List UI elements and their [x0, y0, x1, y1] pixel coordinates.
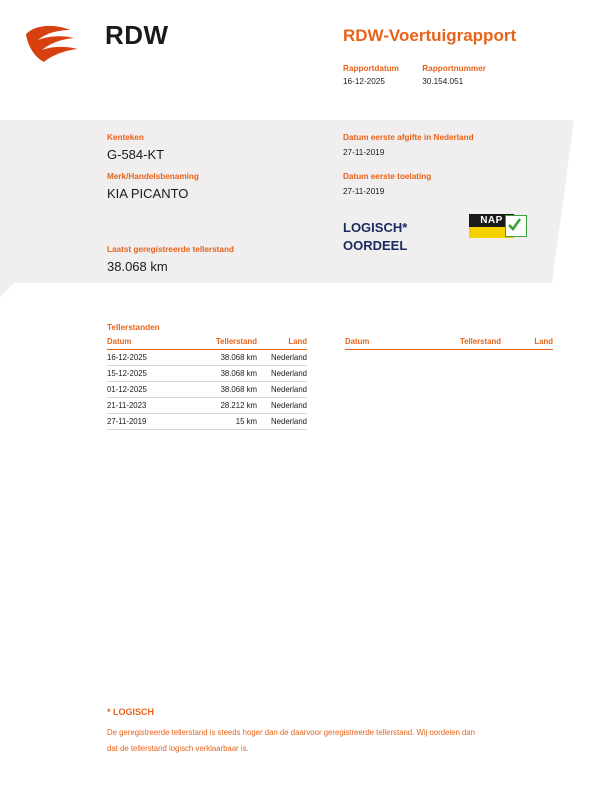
- table-body-left: [107, 350, 307, 430]
- meta-rapportdatum-label: Rapportdatum: [343, 64, 399, 73]
- cell-land: Nederland: [257, 398, 307, 414]
- eerste-afgifte-label: Datum eerste afgifte in Nederland: [343, 133, 474, 142]
- verdict-line-2: OORDEEL: [343, 238, 408, 253]
- kenteken-value: G-584-KT: [107, 147, 165, 162]
- panel-bottom-corner: [0, 283, 14, 297]
- verdict-text: [343, 219, 407, 255]
- table-row: [107, 398, 307, 414]
- cell-land: Nederland: [257, 414, 307, 430]
- vehicle-summary-panel: [0, 120, 552, 283]
- footnote-title: * LOGISCH: [107, 707, 155, 717]
- tellerstanden-title: Tellerstanden: [107, 323, 160, 332]
- table-row: [107, 350, 307, 366]
- merk-label: Merk/Handelsbenaming: [107, 172, 199, 181]
- laatste-tellerstand-label: Laatst geregistreerde tellerstand: [107, 245, 234, 254]
- green-check-icon: [505, 215, 527, 237]
- nap-badge-text: NAP: [469, 214, 514, 227]
- cell-tellerstand: 38.068 km: [179, 382, 257, 398]
- table-header-row: [107, 337, 307, 350]
- cell-tellerstand: 38.068 km: [179, 350, 257, 366]
- table-row: [107, 414, 307, 430]
- meta-rapportdatum-value: 16-12-2025: [343, 77, 385, 86]
- report-header: [0, 0, 612, 120]
- table-row: [107, 382, 307, 398]
- panel-right-notch: [552, 120, 574, 283]
- cell-tellerstand: 28.212 km: [179, 398, 257, 414]
- footnote-body: [107, 725, 527, 757]
- cell-datum: 01-12-2025: [107, 382, 179, 398]
- report-meta: [343, 64, 593, 86]
- table-header-row: [345, 337, 553, 350]
- kenteken-label: Kenteken: [107, 133, 144, 142]
- tellerstanden-table-left: [107, 337, 307, 430]
- nap-badge: [469, 214, 526, 238]
- cell-datum: 21-11-2023: [107, 398, 179, 414]
- meta-rapportnummer-label: Rapportnummer: [422, 64, 486, 73]
- footnote-line-2: dat de tellerstand logisch verklaarbaar is.: [107, 744, 249, 753]
- column-header-datum: Datum: [107, 337, 179, 350]
- column-header-datum: Datum: [345, 337, 420, 350]
- page-title: RDW-Voertuigrapport: [343, 26, 517, 45]
- table-row: [107, 366, 307, 382]
- rdw-swoosh-logo-icon: [22, 20, 94, 64]
- cell-tellerstand: 15 km: [179, 414, 257, 430]
- meta-rapportdatum: [343, 64, 420, 86]
- cell-land: Nederland: [257, 382, 307, 398]
- cell-datum: 15-12-2025: [107, 366, 179, 382]
- eerste-toelating-label: Datum eerste toelating: [343, 172, 432, 181]
- merk-value: KIA PICANTO: [107, 186, 189, 201]
- column-header-land: Land: [501, 337, 553, 350]
- cell-datum: 16-12-2025: [107, 350, 179, 366]
- laatste-tellerstand-value: 38.068 km: [107, 259, 168, 274]
- rdw-wordmark: RDW: [105, 20, 169, 50]
- column-header-tellerstand: Tellerstand: [420, 337, 501, 350]
- verdict-line-1: LOGISCH*: [343, 220, 408, 235]
- eerste-toelating-value: 27-11-2019: [343, 187, 385, 196]
- column-header-tellerstand: Tellerstand: [179, 337, 257, 350]
- column-header-land: Land: [257, 337, 307, 350]
- tellerstanden-table-right: [345, 337, 553, 350]
- cell-land: Nederland: [257, 350, 307, 366]
- cell-datum: 27-11-2019: [107, 414, 179, 430]
- eerste-afgifte-value: 27-11-2019: [343, 148, 385, 157]
- meta-rapportnummer: [422, 64, 486, 86]
- cell-tellerstand: 38.068 km: [179, 366, 257, 382]
- meta-rapportnummer-value: 30.154.051: [422, 77, 464, 86]
- cell-land: Nederland: [257, 366, 307, 382]
- footnote-line-1: De geregistreerde tellerstand is steeds hoger dan de daarvoor geregistreerde tellerstand. Wij oordelen dan: [107, 728, 475, 737]
